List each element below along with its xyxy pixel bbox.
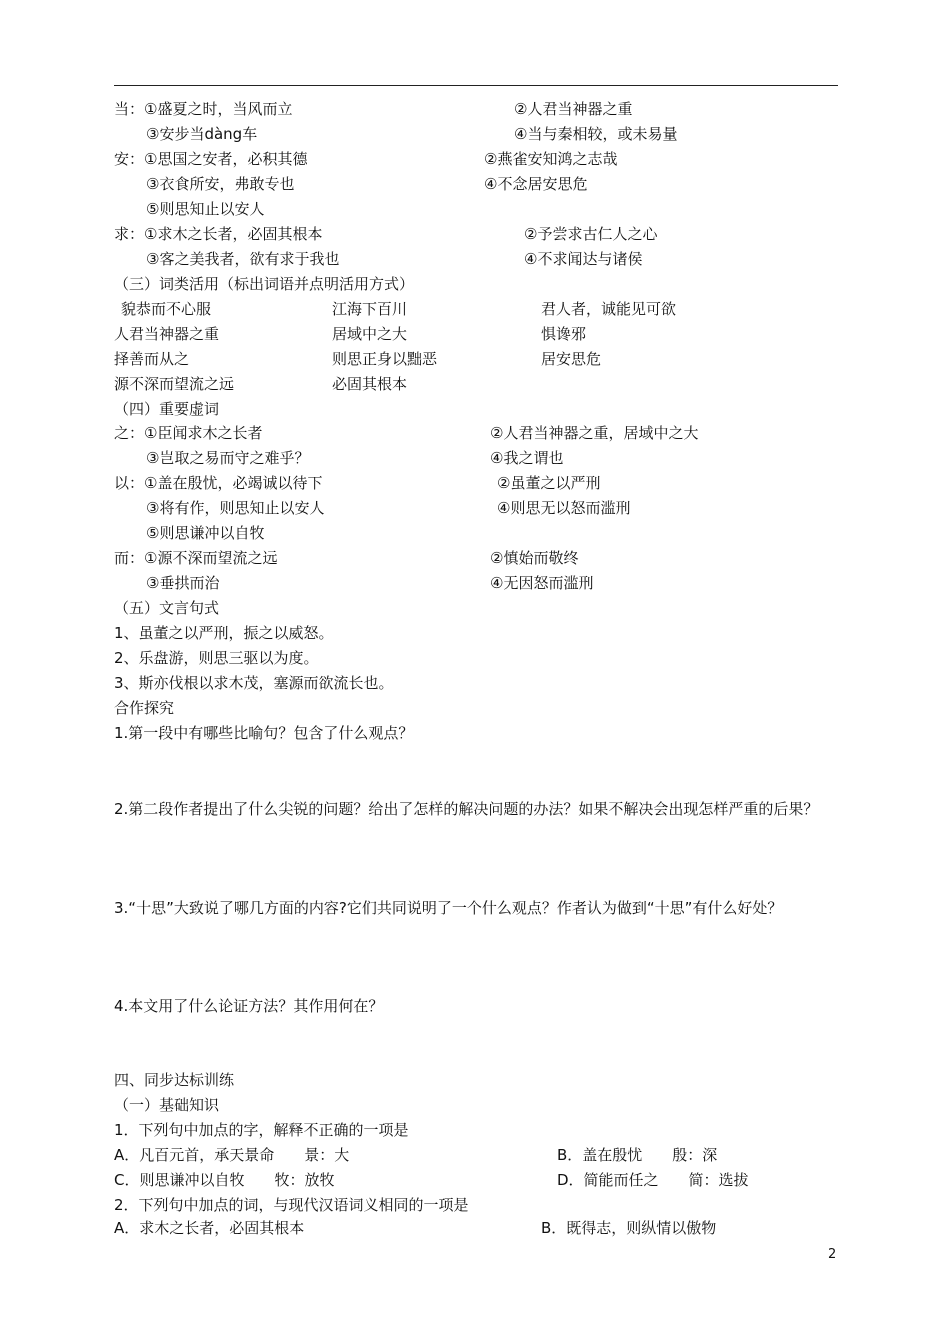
- text-line: 人君当神器之重: [114, 325, 220, 343]
- text-line: 江海下百川: [332, 300, 408, 318]
- question: 3.“十思”大致说了哪几方面的内容?它们共同说明了一个什么观点？作者认为做到“十思”有什么好处？: [114, 899, 783, 917]
- text-line: 则思正身以黜恶: [332, 350, 438, 368]
- text-line: 当：①盛夏之时，当风而立: [114, 100, 293, 118]
- text-line: ③衣食所安，弗敢专也: [146, 175, 295, 193]
- question: 2．下列句中加点的词，与现代汉语词义相同的一项是: [114, 1196, 469, 1214]
- text-line: 择善而从之: [114, 350, 190, 368]
- text-line: ②慎始而敬终: [490, 549, 579, 567]
- section-heading: （五）文言句式: [114, 599, 220, 617]
- section-heading: （三）词类活用（标出词语并点明活用方式）: [114, 275, 415, 293]
- text-line: 居安思危: [541, 350, 602, 368]
- text-line: ③垂拱而治: [146, 574, 220, 592]
- question: 4.本文用了什么论证方法？其作用何在？: [114, 997, 384, 1015]
- section-heading: （一）基础知识: [114, 1096, 220, 1114]
- question: 2.第二段作者提出了什么尖锐的问题？给出了怎样的解决问题的办法？如果不解决会出现怎样严重的后果？: [114, 800, 819, 818]
- text-line: 以：①盖在殷忧，必竭诚以待下: [114, 474, 323, 492]
- text-line: 而：①源不深而望流之远: [114, 549, 278, 567]
- option: A．求木之长者，必固其根本: [114, 1219, 305, 1237]
- text-line: ④无因怒而滥刑: [490, 574, 594, 592]
- text-line: 必固其根本: [332, 375, 408, 393]
- page-number: 2: [828, 1247, 837, 1262]
- text-line: 安：①思国之安者，必积其德: [114, 150, 308, 168]
- text-line: ③岂取之易而守之难乎？: [146, 449, 310, 467]
- text-line: 2、乐盘游，则思三驱以为度。: [114, 649, 319, 667]
- text-line: ⑤则思知止以安人: [146, 200, 265, 218]
- option: D．简能而任之 简：选拔: [557, 1171, 749, 1189]
- text-line: ③将有作，则思知止以安人: [146, 499, 325, 517]
- text-line: 君人者，诚能见可欲: [541, 300, 677, 318]
- section-heading: （四）重要虚词: [114, 400, 220, 418]
- text-line: 1、虽董之以严刑，振之以威怒。: [114, 624, 334, 642]
- text-line: ②予尝求古仁人之心: [524, 225, 658, 243]
- question: 1．下列句中加点的字，解释不正确的一项是: [114, 1121, 409, 1139]
- question: 1.第一段中有哪些比喻句？包含了什么观点？: [114, 724, 414, 742]
- text-line: 惧谗邪: [541, 325, 587, 343]
- text-line: 3、斯亦伐根以求木茂，塞源而欲流长也。: [114, 674, 394, 692]
- text-line: 貌恭而不心服: [121, 300, 212, 318]
- option: A．凡百元首，承天景命 景：大: [114, 1146, 350, 1164]
- section-heading: 合作探究: [114, 699, 175, 717]
- text-line: ④我之谓也: [490, 449, 564, 467]
- text-line: 之：①臣闻求木之长者: [114, 424, 263, 442]
- text-line: ②人君当神器之重，居域中之大: [490, 424, 699, 442]
- text-line: ⑤则思谦冲以自牧: [146, 524, 265, 542]
- option: B．既得志，则纵情以傲物: [541, 1219, 717, 1237]
- option: C．则思谦冲以自牧 牧：放牧: [114, 1171, 335, 1189]
- text-line: ②虽董之以严刑: [497, 474, 601, 492]
- text-line: 居域中之大: [332, 325, 408, 343]
- section-heading: 四、同步达标训练: [114, 1071, 235, 1089]
- option: B．盖在殷忧 殷：深: [557, 1146, 718, 1164]
- text-line: ④不念居安思危: [484, 175, 588, 193]
- text-line: 源不深而望流之远: [114, 375, 235, 393]
- text-line: ②人君当神器之重: [514, 100, 633, 118]
- text-line: ④不求闻达与诸侯: [524, 250, 643, 268]
- header-rule: [114, 85, 838, 86]
- text-line: ③安步当dàng车: [146, 125, 258, 143]
- text-line: ④当与秦相较，或未易量: [514, 125, 678, 143]
- text-line: ③客之美我者，欲有求于我也: [146, 250, 340, 268]
- text-line: ②燕雀安知鸿之志哉: [484, 150, 618, 168]
- text-line: 求：①求木之长者，必固其根本: [114, 225, 323, 243]
- text-line: ④则思无以怒而滥刑: [497, 499, 631, 517]
